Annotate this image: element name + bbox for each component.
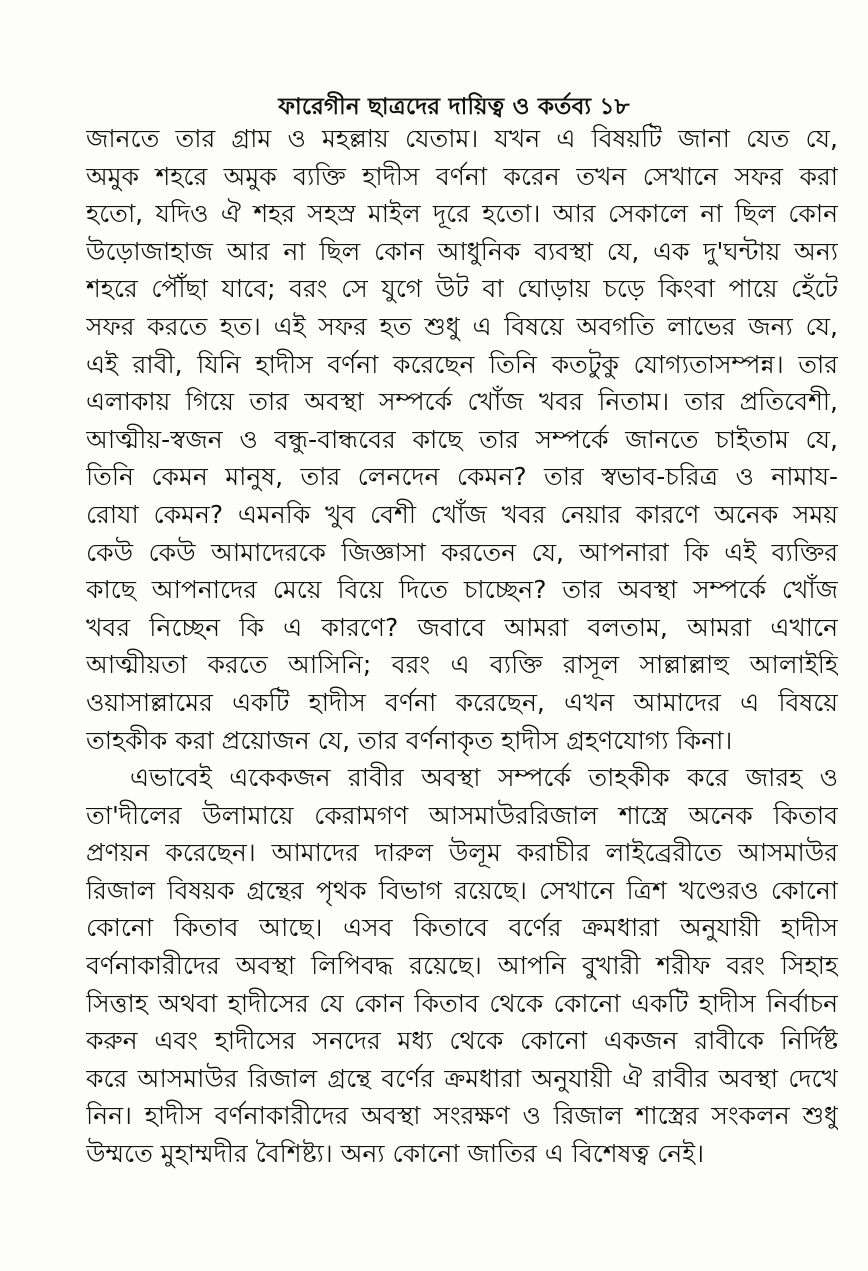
text-line: হতো, যদিও ঐ শহর সহস্র মাইল দূরে হতো। আর সেকালে না ছিল কোন — [86, 199, 838, 229]
paragraph-2 — [86, 759, 838, 1173]
text-line: আত্মীয়তা করতে আসিনি; বরং এ ব্যক্তি রাসূল সাল্লাল্লাহু আলাইহি — [86, 650, 838, 680]
text-line: তা'দীলের উলামায়ে কেরামগণ আসমাউররিজাল শাস্ত্রে অনেক কিতাব — [86, 800, 838, 830]
text-line: ওয়াসাল্লামের একটি হাদীস বর্ণনা করেছেন, এখন আমাদের এ বিষয়ে — [86, 687, 838, 717]
text-line: তিনি কেমন মানুষ, তার লেনদেন কেমন? তার স্বভাব-চরিত্র ও নামায- — [86, 462, 838, 492]
text-line: উম্মতে মুহাম্মদীর বৈশিষ্ট্য। অন্য কোনো জাতির এ বিশেষত্ব নেই। — [86, 1139, 705, 1169]
text-line: নিন। হাদীস বর্ণনাকারীদের অবস্থা সংরক্ষণ ও রিজাল শাস্ত্রের সংকলন শুধু — [86, 1101, 838, 1131]
text-line: সফর করতে হত। এই সফর হত শুধু এ বিষয়ে অবগতি লাভের জন্য যে, — [86, 311, 838, 341]
text-line: খবর নিচ্ছেন কি এ কারণে? জবাবে আমরা বলতাম, আমরা এখানে — [86, 612, 838, 642]
text-line: প্রণয়ন করেছেন। আমাদের দারুল উলূম করাচীর লাইব্রেরীতে আসমাউর — [86, 838, 838, 868]
text-line: কোনো কিতাব আছে। এসব কিতাবে বর্ণের ক্রমধারা অনুযায়ী হাদীস — [86, 913, 838, 943]
text-line: সিত্তাহ অথবা হাদীসের যে কোন কিতাব থেকে কোনো একটি হাদীস নির্বাচন — [86, 988, 838, 1018]
text-line: কাছে আপনাদের মেয়ে বিয়ে দিতে চাচ্ছেন? তার অবস্থা সম্পর্কে খোঁজ — [86, 575, 838, 605]
body-text — [86, 120, 838, 1173]
paragraph-1 — [86, 120, 838, 759]
text-line: শহরে পৌঁছা যাবে; বরং সে যুগে উট বা ঘোড়ায় চড়ে কিংবা পায়ে হেঁটে — [86, 274, 838, 304]
text-line: কেউ কেউ আমাদেরকে জিজ্ঞাসা করতেন যে, আপনারা কি এই ব্যক্তির — [86, 537, 838, 567]
text-line: বর্ণনাকারীদের অবস্থা লিপিবদ্ধ রয়েছে। আপনি বুখারী শরীফ বরং সিহাহ — [86, 951, 838, 981]
text-line: এভাবেই একেকজন রাবীর অবস্থা সম্পর্কে তাহকীক করে জারহ ও — [130, 763, 838, 793]
text-line: তাহকীক করা প্রয়োজন যে, তার বর্ণনাকৃত হাদীস গ্রহণযোগ্য কিনা। — [86, 725, 733, 755]
text-line: রিজাল বিষয়ক গ্রন্থের পৃথক বিভাগ রয়েছে। সেখানে ত্রিশ খণ্ডেরও কোনো — [86, 875, 838, 905]
text-line: আত্মীয়-স্বজন ও বন্ধু-বান্ধবের কাছে তার সম্পর্কে জানতে চাইতাম যে, — [86, 424, 838, 454]
text-line: জানতে তার গ্রাম ও মহল্লায় যেতাম। যখন এ বিষয়টি জানা যেত যে, — [86, 124, 838, 153]
running-header: ফারেগীন ছাত্রদের দায়িত্ব ও কর্তব্য ১৮ — [278, 94, 630, 120]
text-line: অমুক শহরে অমুক ব্যক্তি হাদীস বর্ণনা করেন তখন সেখানে সফর করা — [86, 161, 838, 191]
text-line: এলাকায় গিয়ে তার অবস্থা সম্পর্কে খোঁজ খবর নিতাম। তার প্রতিবেশী, — [86, 387, 838, 417]
text-line: রোযা কেমন? এমনকি খুব বেশী খোঁজ খবর নেয়ার কারণে অনেক সময় — [86, 499, 838, 529]
text-line: করুন এবং হাদীসের সনদের মধ্য থেকে কোনো একজন রাবীকে নির্দিষ্ট — [86, 1026, 838, 1056]
text-line: উড়োজাহাজ আর না ছিল কোন আধুনিক ব্যবস্থা যে, এক দু'ঘন্টায় অন্য — [86, 236, 838, 266]
text-line: করে আসমাউর রিজাল গ্রন্থে বর্ণের ক্রমধারা অনুযায়ী ঐ রাবীর অবস্থা দেখে — [86, 1063, 838, 1093]
text-line: এই রাবী, যিনি হাদীস বর্ণনা করেছেন তিনি কতটুকু যোগ্যতাসম্পন্ন। তার — [86, 349, 838, 379]
